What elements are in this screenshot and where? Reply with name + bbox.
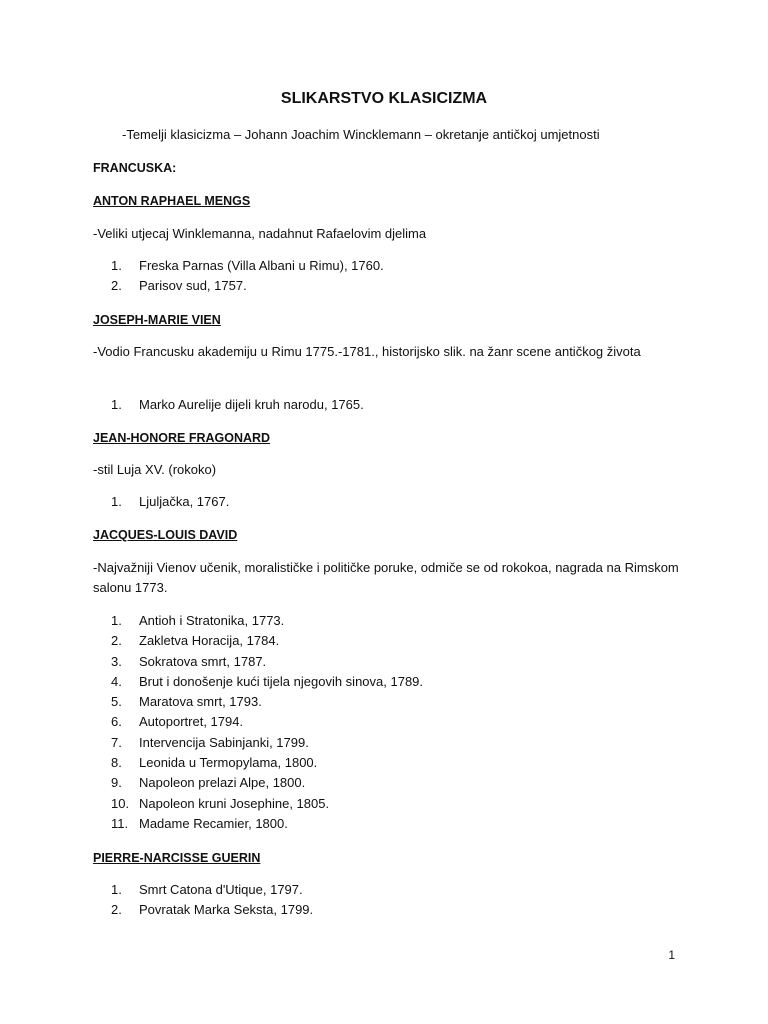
list-item-text: Zakletva Horacija, 1784. [139, 633, 280, 649]
list-item [93, 492, 229, 512]
list-item [93, 733, 423, 753]
list-number: 5. [111, 694, 122, 710]
list-item-text: Napoleon prelazi Alpe, 1800. [139, 775, 306, 791]
section-description: -Veliki utjecaj Winklemanna, nadahnut Rafaelovim djelima [93, 226, 427, 241]
list-item-text: Brut i donošenje kući tijela njegovih sinova, 1789. [139, 673, 424, 689]
works-list [93, 880, 313, 921]
works-list [93, 256, 384, 297]
list-item [93, 773, 423, 793]
list-item-text: Autoportret, 1794. [139, 714, 244, 730]
list-item-text: Napoleon kruni Josephine, 1805. [139, 795, 330, 811]
list-item-text: Parisov sud, 1757. [139, 278, 247, 294]
section-heading: JEAN-HONORE FRAGONARD [93, 431, 271, 445]
list-item [93, 631, 423, 651]
list-item [93, 672, 423, 692]
list-item [93, 900, 313, 920]
section-description: -stil Luja XV. (rokoko) [93, 462, 217, 477]
list-item [93, 692, 423, 712]
list-number: 7. [111, 734, 122, 750]
list-number: 2. [111, 278, 122, 294]
list-item [93, 611, 423, 631]
list-number: 1. [111, 258, 122, 273]
list-item [93, 276, 384, 296]
list-item [93, 256, 384, 276]
list-number: 1. [111, 613, 122, 628]
list-number: 11. [111, 815, 129, 831]
works-list [93, 395, 364, 415]
section-heading: PIERRE-NARCISSE GUERIN [93, 851, 261, 865]
list-item [93, 652, 423, 672]
list-item-text: Leonida u Termopylama, 1800. [139, 755, 318, 771]
section-heading: JACQUES-LOUIS DAVID [93, 528, 238, 542]
list-item-text: Marko Aurelije dijeli kruh narodu, 1765. [139, 397, 364, 412]
list-item-text: Madame Recamier, 1800. [139, 815, 288, 831]
list-item-text: Sokratova smrt, 1787. [139, 653, 267, 669]
list-item-text: Ljuljačka, 1767. [139, 494, 230, 509]
list-item-text: Freska Parnas (Villa Albani u Rimu), 1760. [139, 258, 384, 273]
document-title: SLIKARSTVO KLASICIZMA [280, 90, 488, 107]
section-description: -Vodio Francusku akademiju u Rimu 1775.-1781., historijsko slik. na žanr scene antičkog života [93, 344, 641, 359]
list-number: 8. [111, 755, 122, 771]
list-item [93, 395, 364, 415]
list-item [93, 794, 423, 814]
list-item [93, 880, 313, 900]
list-number: 4. [111, 673, 122, 689]
list-item [93, 753, 423, 773]
works-list [93, 611, 423, 834]
list-item-text: Povratak Marka Seksta, 1799. [139, 902, 314, 918]
page-number: 1 [668, 948, 675, 962]
list-number: 1. [111, 882, 122, 897]
works-list [93, 492, 229, 512]
list-item-text: Antioh i Stratonika, 1773. [139, 613, 285, 628]
list-item-text: Smrt Catona d'Utique, 1797. [139, 882, 303, 897]
list-number: 1. [111, 494, 122, 509]
list-number: 10. [111, 795, 130, 811]
list-number: 9. [111, 775, 122, 791]
list-number: 1. [111, 397, 122, 412]
section-heading: JOSEPH-MARIE VIEN [93, 313, 221, 327]
list-number: 2. [111, 902, 122, 918]
list-item-text: Maratova smrt, 1793. [139, 694, 262, 710]
list-number: 3. [111, 653, 122, 669]
list-item [93, 712, 423, 732]
section-heading: ANTON RAPHAEL MENGS [93, 194, 251, 208]
list-item [93, 814, 423, 834]
list-number: 2. [111, 633, 122, 649]
country-label: FRANCUSKA: [93, 161, 177, 175]
list-number: 6. [111, 714, 122, 730]
list-item-text: Intervencija Sabinjanki, 1799. [139, 734, 309, 750]
section-description: -Najvažniji Vienov učenik, moralističke i političke poruke, odmiče se od rokokoa, nagrada na Rimskom salonu 1773. [93, 560, 679, 595]
intro-text: -Temelji klasicizma – Johann Joachim Wincklemann – okretanje antičkoj umjetnosti [122, 127, 600, 142]
